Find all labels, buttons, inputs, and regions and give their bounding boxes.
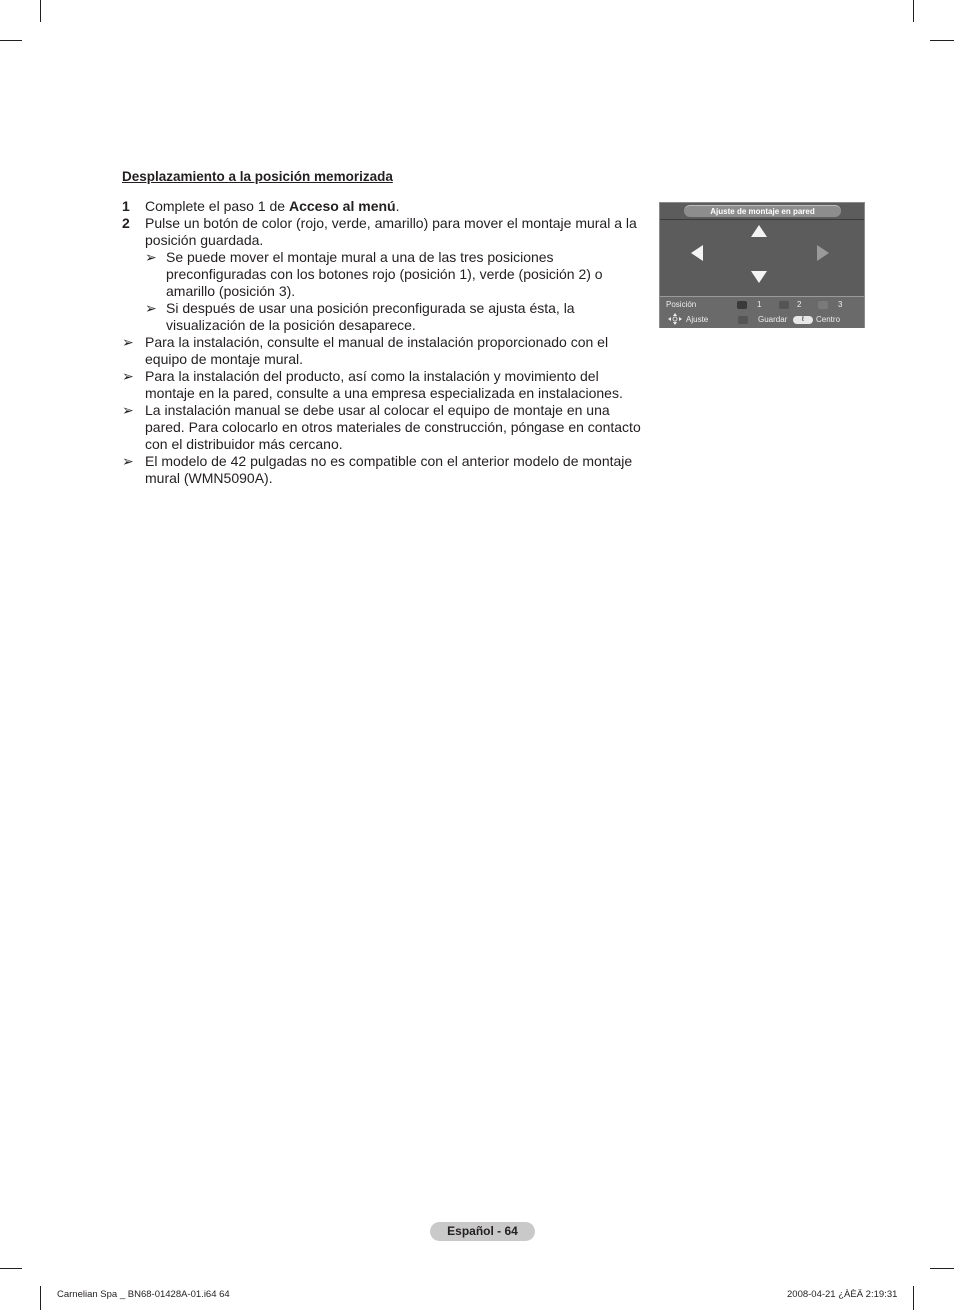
note-arrow-icon: ➢ <box>145 249 157 265</box>
red-button-icon <box>737 301 747 309</box>
print-date-info: 2008-04-21 ¿ÀÈÄ 2:19:31 <box>787 1289 898 1300</box>
osd-divider <box>660 219 864 220</box>
crop-mark <box>913 1286 914 1310</box>
step-text-end: . <box>395 198 400 214</box>
crop-mark <box>913 0 914 22</box>
crop-mark <box>930 40 954 41</box>
sub-note <box>122 300 652 334</box>
note-arrow-icon: ➢ <box>122 453 134 469</box>
crop-mark <box>40 1286 41 1310</box>
print-file-info: Carnelian Spa _ BN68-01428A-01.i64 64 <box>57 1289 230 1300</box>
position-label: Posición <box>666 300 697 309</box>
save-label: Guardar <box>758 315 788 324</box>
wall-mount-osd <box>659 202 865 328</box>
position-3: 3 <box>838 300 843 309</box>
adjust-label: Ajuste <box>686 315 709 324</box>
note-text: La instalación manual se debe usar al colocar el equipo de montaje en una pared. Para colocarlo en otros materiales de construcción, póngase en contacto con el distribuidor más cercano. <box>145 402 641 452</box>
note-arrow-icon: ➢ <box>122 334 134 350</box>
green-button-icon <box>779 301 789 309</box>
note-text: Para la instalación, consulte el manual de instalación proporcionado con el equipo de montaje mural. <box>145 334 609 367</box>
sub-note-text: Si después de usar una posición preconfigurada se ajusta ésta, la visualización de la posición desaparece. <box>166 300 575 333</box>
note-text: Para la instalación del producto, así como la instalación y movimiento del montaje en la pared, consulte a una empresa especializada en instalaciones. <box>145 368 623 401</box>
crop-mark <box>0 1268 22 1269</box>
step-text: Complete el paso 1 de <box>145 198 289 214</box>
osd-help-bar <box>660 296 864 328</box>
arrow-up-icon <box>751 225 767 237</box>
position-1: 1 <box>757 300 762 309</box>
save-button-icon <box>738 316 748 324</box>
yellow-button-icon <box>818 301 828 309</box>
instructions <box>122 168 652 487</box>
move-dpad-icon <box>668 313 682 325</box>
page-number: Español - 64 <box>430 1222 535 1241</box>
arrow-left-icon <box>691 245 703 261</box>
arrow-right-icon <box>817 245 829 261</box>
osd-title: Ajuste de montaje en pared <box>684 205 841 217</box>
center-key-icon: ℓ <box>793 316 813 324</box>
note-arrow-icon: ➢ <box>145 300 157 316</box>
crop-mark <box>930 1268 954 1269</box>
sub-note <box>122 249 652 300</box>
step-bold-term: Acceso al menú <box>288 198 396 214</box>
position-2: 2 <box>797 300 802 309</box>
arrow-down-icon <box>751 271 767 283</box>
crop-mark <box>40 0 41 22</box>
step-number: 2 <box>122 215 130 231</box>
center-label: Centro <box>816 315 841 324</box>
note-text: El modelo de 42 pulgadas no es compatible con el anterior modelo de montaje mural (WMN5090A). <box>145 453 633 486</box>
note-arrow-icon: ➢ <box>122 368 134 384</box>
step-text: Pulse un botón de color (rojo, verde, amarillo) para mover el montaje mural a la posición guardada. <box>145 215 637 248</box>
crop-mark <box>0 40 22 41</box>
note <box>122 453 652 487</box>
step-1 <box>122 198 652 215</box>
step-number: 1 <box>122 198 130 214</box>
note <box>122 334 652 368</box>
note <box>122 368 652 402</box>
note <box>122 402 652 453</box>
step-2 <box>122 215 652 249</box>
section-title: Desplazamiento a la posición memorizada <box>122 169 393 184</box>
note-arrow-icon: ➢ <box>122 402 134 418</box>
sub-note-text: Se puede mover el montaje mural a una de las tres posiciones preconfiguradas con los botones rojo (posición 1), verde (posición 2) o amarillo (posición 3). <box>166 249 603 299</box>
